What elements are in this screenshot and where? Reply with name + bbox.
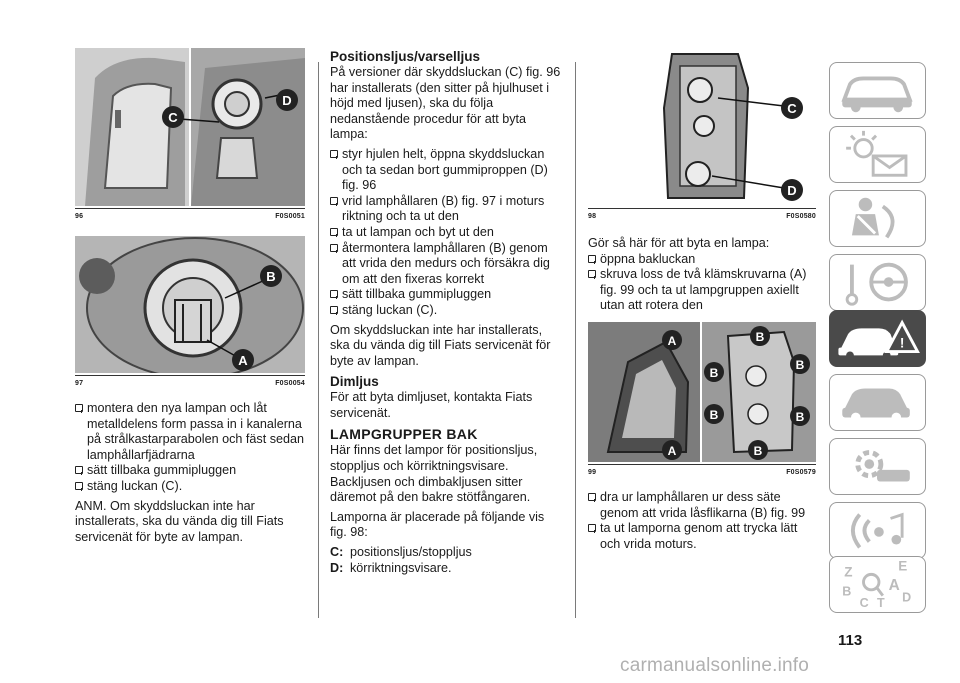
step-marker-icon: [75, 466, 83, 474]
warning-lights-icon: [830, 127, 925, 182]
step-marker-icon: [330, 306, 338, 314]
svg-text:B: B: [842, 584, 852, 599]
column-right: [588, 48, 816, 552]
step-marker-icon: [330, 290, 338, 298]
figure-97-image: [75, 236, 305, 373]
col3-step-1: öppna bakluckan: [588, 252, 816, 268]
svg-text:T: T: [877, 596, 885, 611]
heading-dimljus: Dimljus: [330, 374, 379, 390]
figure-98-image: [588, 48, 816, 206]
svg-text:C: C: [859, 596, 869, 611]
figure-96-code: F0S0051: [275, 213, 305, 220]
col1-step-3: stäng luckan (C).: [75, 479, 305, 495]
figure-99-caption: [588, 464, 816, 476]
heading-lampgrupper-bak: LAMPGRUPPER BAK: [330, 426, 478, 443]
col1-step-1: montera den nya lampan och låt metalldelens form passa in i kanalerna på strålkastarparabolen och fäst sedan lamphållarfjädrarna: [75, 401, 305, 463]
col2-note: Om skyddsluckan inte har installerats, ska du vända dig till Fiats servicenät för byte av lampan.: [330, 322, 551, 368]
callout-b-fig99-3: B: [795, 357, 805, 372]
col1-note: ANM. Om skyddsluckan inte har installerats, ska du vända dig till Fiats servicenät för byte av lampan.: [75, 498, 284, 544]
callout-c-fig98: C: [787, 101, 797, 116]
positionsljus-intro: På versioner där skyddsluckan (C) fig. 96 har installerats (den sitter på hjulhuset i höjd med ljusen), ska du följa nedanstående procedur för att byta lampa:: [330, 65, 561, 142]
step-marker-icon: [330, 244, 338, 252]
column-divider-1: [318, 62, 319, 618]
step-marker-icon: [330, 197, 338, 205]
col1-steps: [75, 401, 305, 545]
callout-d-fig96: D: [282, 93, 292, 108]
figure-99-number: 99: [588, 468, 597, 476]
sidebar-tab-warning-lights[interactable]: [829, 126, 926, 183]
callout-a-fig99-top: A: [667, 333, 677, 348]
figure-99-illustration: [588, 322, 816, 462]
callout-a-fig99-bottom: A: [667, 443, 677, 458]
sidebar-tab-starting-driving[interactable]: [829, 254, 926, 311]
callout-c-fig96: C: [168, 110, 178, 125]
col2-step-5: sätt tillbaka gummipluggen: [330, 287, 562, 303]
sidebar-tab-index[interactable]: [829, 556, 926, 613]
sidebar-tab-dashboard[interactable]: [829, 62, 926, 119]
page-number: 113: [838, 632, 863, 649]
step-marker-icon: [330, 228, 338, 236]
svg-text:Z: Z: [844, 564, 853, 580]
figure-96-image: [75, 48, 305, 206]
figure-96-number: 96: [75, 213, 84, 220]
col3-step-4: ta ut lamporna genom att trycka lätt och vrida moturs.: [588, 521, 816, 552]
callout-b-fig97: B: [266, 269, 276, 284]
emergency-car-icon: [830, 311, 925, 366]
figure-97-illustration: [75, 236, 305, 373]
steering-wheel-icon: [830, 255, 925, 310]
sidebar-tab-multimedia[interactable]: [829, 502, 926, 559]
index-icon: [830, 557, 925, 612]
column-left: [75, 48, 305, 545]
callout-d-fig98: D: [787, 183, 797, 198]
figure-96-caption: [75, 208, 305, 220]
dimljus-text: För att byta dimljuset, kontakta Fiats servicenät.: [330, 390, 533, 420]
col1-step-2: sätt tillbaka gummipluggen: [75, 463, 305, 479]
col2-step-3: ta ut lampan och byt ut den: [330, 225, 562, 241]
step-marker-icon: [588, 524, 596, 532]
figure-96-illustration: [75, 48, 305, 206]
col2-step-2: vrid lamphållaren (B) fig. 97 i moturs riktning och ta ut den: [330, 194, 562, 225]
figure-98-code: F0S0580: [786, 213, 816, 220]
car-dashboard-icon: [830, 63, 925, 118]
rear-text-2: Lamporna är placerade på följande vis fig. 98:: [330, 509, 545, 540]
rear-text-1: Här finns det lampor för positionsljus, stoppljus och körriktningsvisare. Backljusen och dimbakljusen sitter däremot på den bakre stötfångaren.: [330, 443, 538, 505]
figure-98-caption: [588, 208, 816, 220]
step-marker-icon: [588, 255, 596, 263]
svg-text:D: D: [902, 590, 912, 605]
callout-a-fig97: A: [238, 353, 248, 368]
step-marker-icon: [588, 270, 596, 278]
column-middle: [330, 46, 562, 576]
callout-b-fig99-4: B: [709, 407, 719, 422]
def-d: D: körriktningsvisare.: [330, 560, 452, 575]
figure-98-illustration: [588, 48, 816, 206]
maintenance-car-icon: [830, 375, 925, 430]
sidebar-tab-maintenance[interactable]: [829, 374, 926, 431]
step-marker-icon: [75, 482, 83, 490]
step-marker-icon: [588, 493, 596, 501]
col3-intro: Gör så här för att byta en lampa:: [588, 236, 770, 250]
col2-step-4: återmontera lamphållaren (B) genom att vrida den medurs och försäkra dig om att den fixeras korrekt: [330, 241, 562, 288]
col3-step-2: skruva loss de två klämskruvarna (A) fig. 99 och ta ut lampgruppen axiellt utan att rotera den: [588, 267, 816, 314]
step-marker-icon: [330, 150, 338, 158]
figure-97-code: F0S0054: [275, 380, 305, 387]
svg-text:E: E: [898, 558, 908, 574]
callout-b-fig99-6: B: [753, 443, 763, 458]
figure-97-number: 97: [75, 380, 84, 387]
callout-b-fig99-2: B: [709, 365, 719, 380]
sidebar-tab-safety[interactable]: [829, 190, 926, 247]
figure-98-number: 98: [588, 213, 597, 220]
figure-97-caption: [75, 375, 305, 387]
callout-b-fig99-5: B: [795, 409, 805, 424]
def-c: C: positionsljus/stoppljus: [330, 545, 472, 560]
svg-text:!: !: [899, 335, 905, 351]
col2-step-6: stäng luckan (C).: [330, 303, 562, 319]
col2-step-1: styr hjulen helt, öppna skyddsluckan och ta sedan bort gummiproppen (D) fig. 96: [330, 147, 562, 194]
column-divider-2: [575, 62, 576, 618]
col3-step-3: dra ur lamphållaren ur dess säte genom att vrida låsflikarna (B) fig. 99: [588, 490, 816, 521]
step-marker-icon: [75, 404, 83, 412]
heading-positionsljus: Positionsljus/varselljus: [330, 49, 481, 64]
figure-99-code: F0S0579: [786, 468, 816, 476]
figure-99-image: [588, 322, 816, 462]
technical-data-icon: [830, 439, 925, 494]
watermark: carmanualsonline.info: [620, 655, 810, 676]
multimedia-icon: [830, 503, 925, 558]
safety-airbag-icon: [830, 191, 925, 246]
sidebar-tab-technical-data[interactable]: [829, 438, 926, 495]
svg-text:A: A: [888, 576, 900, 594]
callout-b-fig99-1: B: [755, 329, 765, 344]
sidebar-tab-emergency[interactable]: [829, 310, 926, 367]
